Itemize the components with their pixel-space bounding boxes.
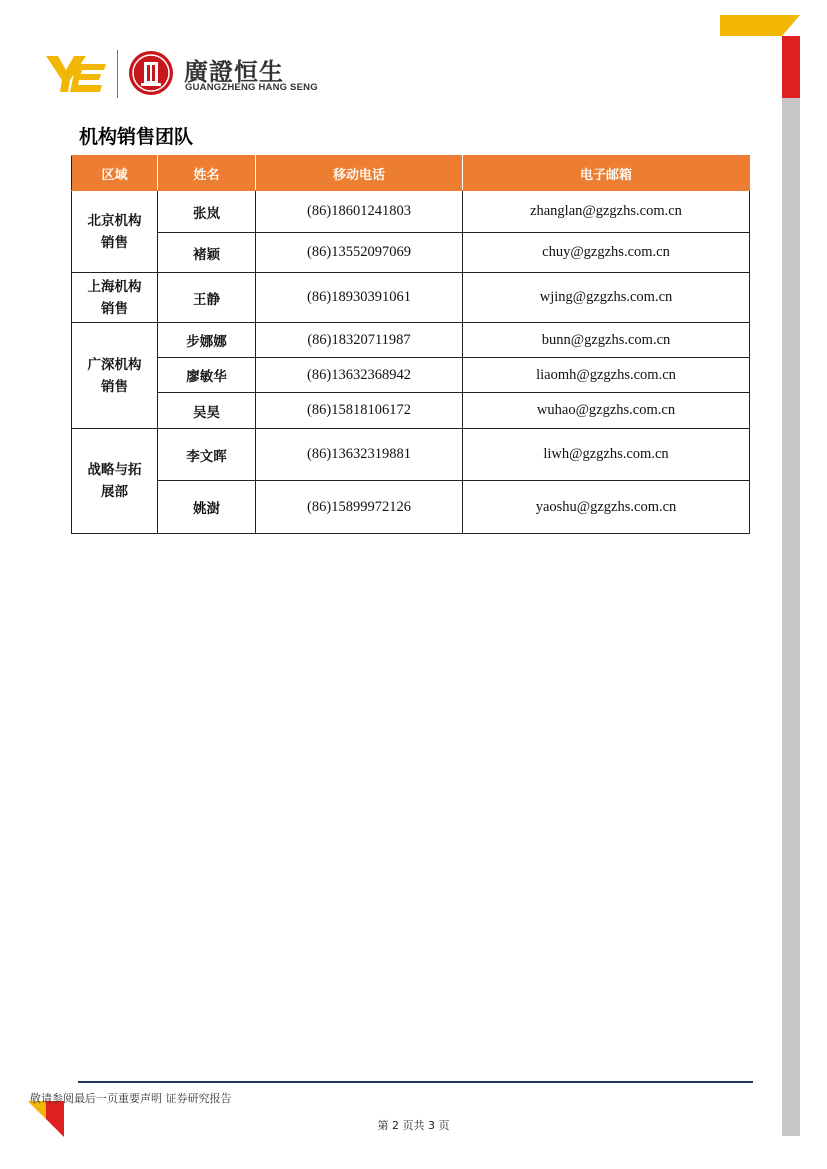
brand-name-cn: 廣證恒生 [184,58,284,86]
region-cell: 北京机构 销售 [72,191,158,273]
phone-cell: (86)15818106172 [256,393,463,429]
name-cell: 褚颖 [158,233,256,273]
decor-bar-gray [782,98,800,1136]
email-cell: yaoshu@gzgzhs.com.cn [463,481,750,534]
name-cell: 廖敏华 [158,358,256,393]
table-row [72,429,750,481]
brand-logo [46,50,318,100]
name-cell: 步娜娜 [158,323,256,358]
email-cell: liwh@gzgzhs.com.cn [463,429,750,481]
email-cell: wjing@gzgzhs.com.cn [463,273,750,323]
phone-cell: (86)18930391061 [256,273,463,323]
sales-team-table [71,155,750,534]
region-cell: 上海机构 销售 [72,273,158,323]
email-cell: liaomh@gzgzhs.com.cn [463,358,750,393]
header-name: 姓名 [158,156,256,191]
email-cell: zhanglan@gzgzhs.com.cn [463,191,750,233]
seal-icon [128,50,174,96]
section-title: 机构销售团队 [79,126,194,148]
footer-divider [78,1081,753,1083]
brand-name-en: GUANGZHENG HANG SENG [185,82,318,93]
table-row [72,233,750,273]
decor-bar-yellow-tip [782,15,800,36]
ye-logo-icon [46,54,108,94]
table-row [72,323,750,358]
decor-bar-red [782,36,800,98]
phone-cell: (86)18601241803 [256,191,463,233]
phone-cell: (86)13552097069 [256,233,463,273]
phone-cell: (86)13632368942 [256,358,463,393]
email-cell: chuy@gzgzhs.com.cn [463,233,750,273]
table-row [72,358,750,393]
header-phone: 移动电话 [256,156,463,191]
footer-disclaimer: 敬请参阅最后一页重要声明 证券研究报告 [30,1092,232,1105]
name-cell: 李文晖 [158,429,256,481]
phone-cell: (86)13632319881 [256,429,463,481]
name-cell: 张岚 [158,191,256,233]
name-cell: 吴昊 [158,393,256,429]
header-email: 电子邮箱 [463,156,750,191]
name-cell: 姚澍 [158,481,256,534]
header-region: 区域 [72,156,158,191]
email-cell: bunn@gzgzhs.com.cn [463,323,750,358]
table-row [72,191,750,233]
decor-bar-yellow [720,15,782,36]
region-cell: 广深机构 销售 [72,323,158,429]
phone-cell: (86)18320711987 [256,323,463,358]
page-number: 第 2 页共 3 页 [377,1119,450,1132]
logo-divider [117,50,118,98]
phone-cell: (86)15899972126 [256,481,463,534]
table-header-row [72,156,750,191]
region-cell: 战略与拓 展部 [72,429,158,534]
name-cell: 王静 [158,273,256,323]
table-row [72,481,750,534]
email-cell: wuhao@gzgzhs.com.cn [463,393,750,429]
table-row [72,393,750,429]
table-row [72,273,750,323]
